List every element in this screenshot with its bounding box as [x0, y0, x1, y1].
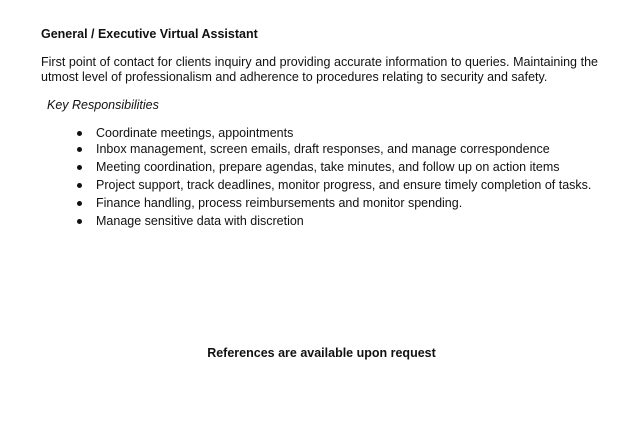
bullet-icon: [77, 165, 82, 170]
bullet-icon: [77, 219, 82, 224]
responsibility-text: Coordinate meetings, appointments: [96, 126, 294, 140]
bullet-icon: [77, 147, 82, 152]
list-item: [76, 159, 591, 175]
bullet-icon: [77, 201, 82, 206]
list-item: [76, 141, 591, 157]
responsibility-text: Project support, track deadlines, monitor progress, and ensure timely completion of tasks.: [96, 178, 592, 192]
bullet-icon: [77, 131, 82, 136]
responsibility-text: Meeting coordination, prepare agendas, take minutes, and follow up on action items: [96, 160, 560, 174]
list-item: [76, 213, 591, 229]
responsibility-text: Inbox management, screen emails, draft responses, and manage correspondence: [96, 142, 550, 156]
list-item: [76, 195, 591, 211]
references-note: References are available upon request: [207, 346, 436, 360]
responsibilities-list: [76, 125, 591, 229]
intro-paragraph: First point of contact for clients inquiry and providing accurate information to queries. Maintaining the utmost level of professionalism and adherence to procedures relating to security and safety.: [41, 55, 598, 84]
responsibility-text: Manage sensitive data with discretion: [96, 214, 304, 228]
list-item: [76, 177, 591, 193]
responsibility-text: Finance handling, process reimbursements and monitor spending.: [96, 196, 463, 210]
job-title: General / Executive Virtual Assistant: [41, 27, 258, 41]
list-item: [76, 125, 591, 141]
key-responsibilities-heading: Key Responsibilities: [47, 98, 159, 112]
bullet-icon: [77, 183, 82, 188]
